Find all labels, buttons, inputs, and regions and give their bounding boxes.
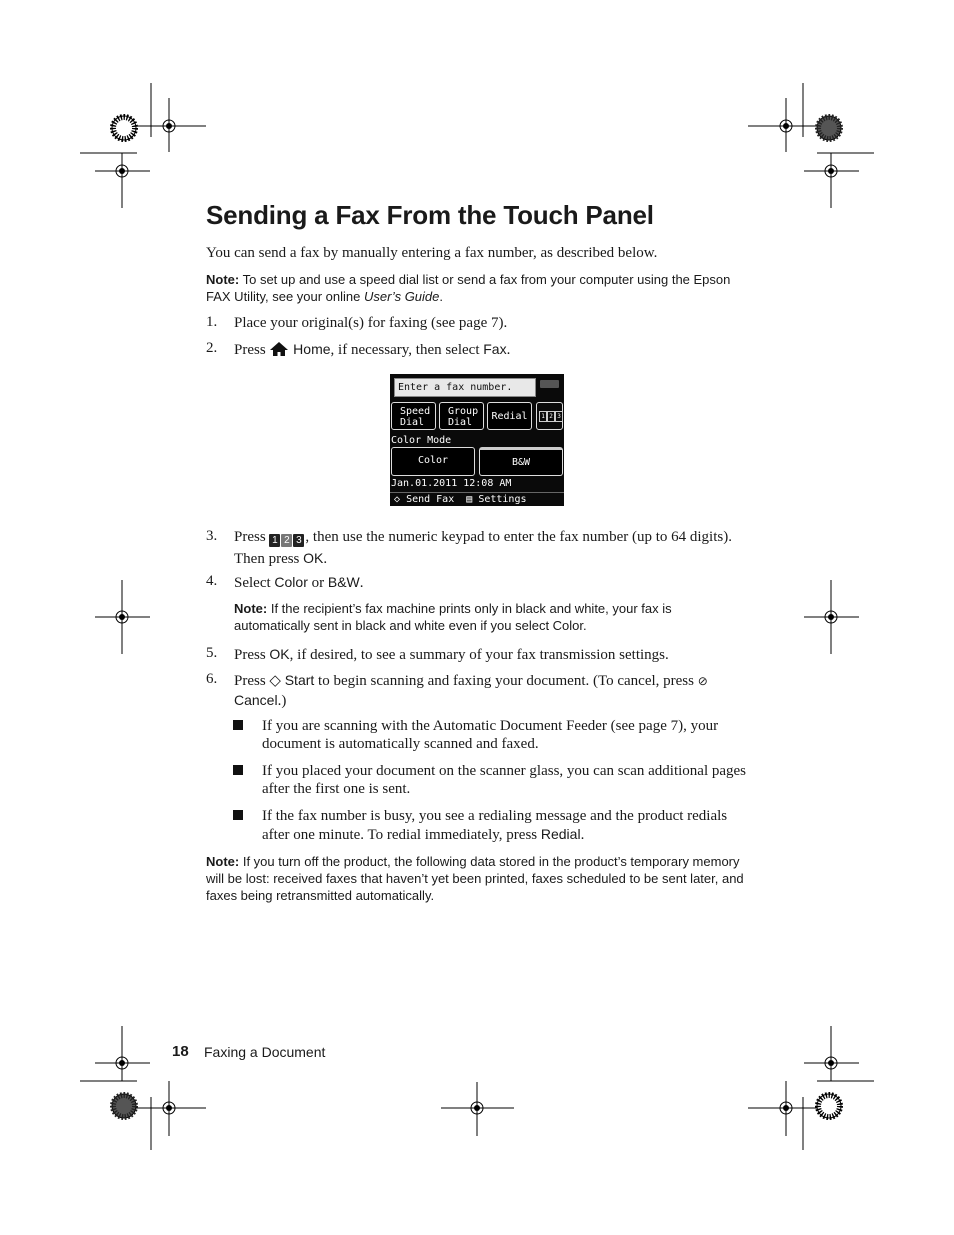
group-dial-button[interactable]: Group Dial	[439, 402, 484, 430]
step-3-number: 3.	[206, 528, 218, 544]
step-1-text: Place your original(s) for faxing (see page 7).	[234, 315, 508, 331]
step-6-number: 6.	[206, 671, 218, 687]
note-speed-dial: Note: To set up and use a speed dial list or send a fax from your computer using the Epson FAX Utility, see your online User’s Guide.	[206, 272, 731, 304]
bottom-bar	[390, 492, 564, 507]
step-3-text: Press 1 2 3 , then use the numeric keypad to enter the fax number (up to 64 digits). Then press OK.	[234, 529, 732, 567]
send-fax-label[interactable]: Send Fax	[406, 494, 455, 505]
lcd-fax-screen	[390, 374, 564, 506]
note-black-white: Note: If the recipient’s fax machine prints only in black and white, your fax is automatically sent in black and white even if you select Color.	[234, 601, 672, 633]
menu-icon: ▤	[466, 494, 473, 505]
page-title: Sending a Fax From the Touch Panel	[206, 200, 654, 230]
step-4-text: Select Color or B&W.	[234, 574, 364, 591]
color-button[interactable]: Color	[391, 447, 475, 476]
step-5-text: Press OK, if desired, to see a summary of your fax transmission settings.	[234, 646, 669, 663]
cancel-icon: ⊘	[697, 674, 708, 688]
step-5-number: 5.	[206, 645, 218, 661]
start-icon: ◇	[394, 494, 401, 505]
fax-number-field[interactable]: Enter a fax number.	[394, 378, 536, 397]
step-4-number: 4.	[206, 573, 218, 589]
speed-dial-button[interactable]: Speed Dial	[391, 402, 436, 430]
step-6-text: Press ◇ Start to begin scanning and faxing your document. (To cancel, press ⊘ Cancel.)	[234, 672, 708, 709]
intro-text: You can send a fax by manually entering a fax number, as described below.	[206, 245, 658, 261]
color-mode-label: Color Mode	[391, 435, 452, 446]
step-2-text: Press Home, if necessary, then select Fax.	[234, 341, 511, 358]
bullet-marker	[233, 810, 243, 820]
datetime: Jan.01.2011 12:08 AM	[391, 478, 512, 489]
start-icon: ◇	[269, 673, 281, 689]
settings-label[interactable]: Settings	[478, 494, 527, 505]
bullet-adf: If you are scanning with the Automatic Document Feeder (see page 7), your document is automatically scanned and faxed.	[262, 718, 719, 752]
note-memory: Note: If you turn off the product, the following data stored in the product’s temporary memory will be lost: received faxes that haven’t yet been printed, faxes scheduled to be sent later, and faxes being retransmitted automatically.	[206, 854, 744, 903]
redial-button[interactable]: Redial	[487, 402, 532, 430]
bw-button[interactable]: B&W	[479, 447, 563, 476]
bullet-marker	[233, 720, 243, 730]
bullet-scanner-glass: If you placed your document on the scanner glass, you can scan additional pages after the first one is sent.	[262, 763, 747, 797]
status-tag	[540, 380, 559, 388]
bullet-marker	[233, 765, 243, 775]
step-2-number: 2.	[206, 340, 218, 356]
number-keys-icon: 1 2 3	[269, 530, 305, 549]
bullet-redial: If the fax number is busy, you see a redialing message and the product redials after one minute. To redial immediately, press Redial.	[262, 808, 728, 843]
section-title: Faxing a Document	[204, 1044, 326, 1060]
step-1-number: 1.	[206, 314, 218, 330]
home-icon	[269, 341, 289, 357]
page-number: 18	[172, 1043, 189, 1060]
numeric-keypad-button[interactable]: 1 2 3	[536, 402, 563, 430]
